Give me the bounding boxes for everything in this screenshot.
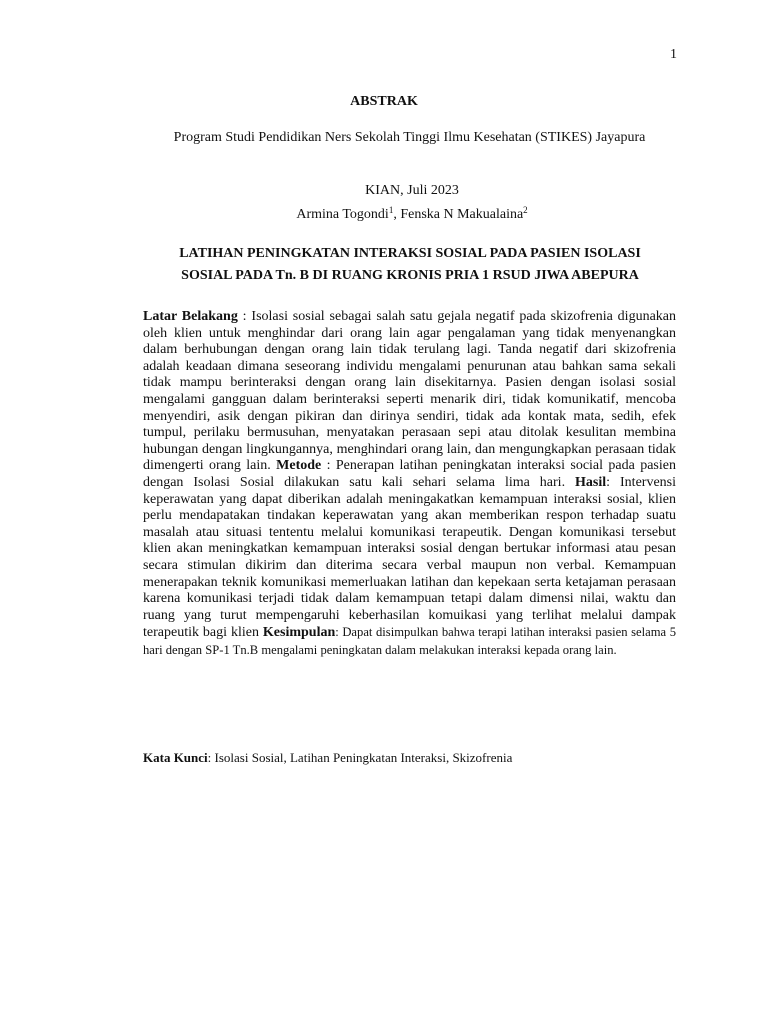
background-label: Latar Belakang	[143, 309, 238, 324]
author-2-affiliation: 2	[523, 205, 528, 215]
keywords-label: Kata Kunci	[143, 750, 208, 765]
keywords-text: : Isolasi Sosial, Latihan Peningkatan Interaksi, Skizofrenia	[207, 750, 513, 765]
method-label: Metode	[276, 458, 322, 474]
method-text: : Penerapan latihan peningkatan interaksi social pada pasien dengan Isolasi Sosial dilakukan satu kali sehari selama lima hari.	[143, 458, 676, 490]
authors-line	[0, 207, 768, 223]
author-2-name: Fenska N Makualaina	[400, 207, 524, 222]
page-number: 1	[670, 47, 677, 62]
keywords-line	[143, 750, 676, 766]
author-separator: ,	[393, 207, 401, 222]
conclusion-label: Kesimpulan	[262, 625, 336, 641]
result-label: Hasil	[575, 474, 607, 490]
kian-date: KIAN, Juli 2023	[365, 183, 459, 198]
program-line: Program Studi Pendidikan Ners Sekolah Tinggi Ilmu Kesehatan (STIKES) Jayapura	[173, 130, 646, 145]
background-text: : Isolasi sosial sebagai salah satu gejala negatif pada skizofrenia digunakan oleh klien untuk menghindar dari orang lain agar pengalaman yang tidak menyenangkan dalam berhubungan dengan orang lain tidak terulang lagi. Tanda negatif dari skizofrenia adalah keadaan dimana seseorang individu mengalami penurunan atau bahkan sama sekali tidak mampu berinteraksi dengan orang lain disekitarnya. Pasien dengan isolasi sosial mengalami gangguan dalam berinteraksi seperti menarik diri, tidak komunikatif, mencoba menyendiri, asik dengan pikiran dan dirinya sendiri, tidak ada kontak mata, sedih, efek tumpul, perilaku bermusuhan, menyatakan perasaan sepi atau ditolak kesulitan membina hubungan dengan lingkungannya, menghindari orang lain, dan mengungkapkan perasaan tidak dimengerti orang lain.	[143, 309, 676, 474]
author-1-name: Armina Togondi	[296, 207, 389, 222]
abstract-paragraph	[143, 309, 676, 659]
conclusion-text: : Dapat disimpulkan bahwa terapi latihan interaksi pasien selama 5 hari dengan SP-1 Tn.B mengalami peningkatan dalam melakukan interaksi kepada orang lain.	[143, 625, 676, 657]
abstract-heading: ABSTRAK	[350, 94, 418, 109]
author-1-affiliation: 1	[388, 205, 394, 215]
paper-title-line-2: SOSIAL PADA Tn. B DI RUANG KRONIS PRIA 1 RSUD JIWA ABEPURA	[181, 268, 639, 283]
paper-title-line-1: LATIHAN PENINGKATAN INTERAKSI SOSIAL PADA PASIEN ISOLASI	[179, 246, 641, 261]
abstract-body	[143, 309, 676, 659]
result-text: : Intervensi keperawatan yang dapat diberikan adalah meningakatkan kemampuan interaksi sosial, klien perlu mendapatakan tindakan keperawatan yang akan memberikan respon terhadap suatu masalah atau situasi tententu melalui komunikasi terapeutik. Dengan komunikasi tersebut klien akan meningkatkan kemampuan interaksi sosial dengan bertukar informasi atau pesan secara stimulan dikirim dan diterima secara verbal maupun non verbal. Kemampuan menerapakan teknik komunikasi memerluakan latihan dan kepekaan serta ketajaman perasaan karena komunikasi terjadi tidak dalam kemampuan tetapi dalam dimensi nilai, waktu dan ruang yang turut mempengaruhi keberhasilan komuikasi yang terlihat melalui dampak terapeutik bagi klien	[143, 474, 677, 641]
paper-title	[144, 243, 676, 287]
